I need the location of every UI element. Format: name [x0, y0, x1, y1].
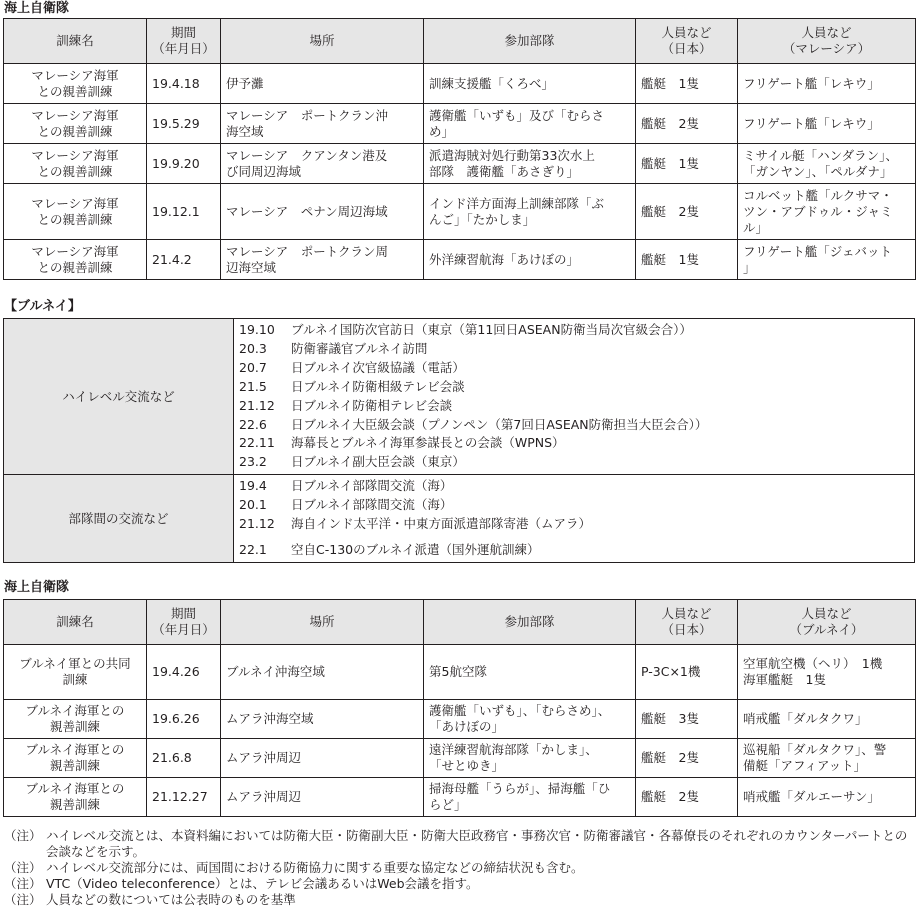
table-row [4, 778, 916, 817]
cell-training-name: ブルネイ海軍との 親善訓練 [4, 778, 147, 817]
list-item [239, 496, 909, 515]
section-title-brunei: 【ブルネイ】 [4, 299, 81, 314]
item-date: 19.10 [239, 322, 275, 337]
table-row [4, 64, 916, 104]
item-date: 20.1 [239, 497, 267, 513]
table-row [4, 739, 916, 778]
table-row [4, 104, 916, 144]
category-unit-exchange: 部隊間の交流など [4, 475, 234, 563]
cell-personnel-partner: 哨戒艦「ダルエーサン」 [738, 778, 916, 817]
cell-period: 21.6.8 [147, 739, 221, 778]
header-personnel-japan: 人員など （日本） [636, 600, 738, 645]
header-personnel-malaysia: 人員など （マレーシア） [738, 19, 916, 64]
brunei-exchange-table [3, 318, 915, 563]
cell-personnel-partner: 空軍航空機（ヘリ） 1機 海軍艦艇 1隻 [738, 645, 916, 700]
list-item [239, 321, 909, 340]
table-row [4, 240, 916, 280]
cell-units: 掃海母艦「うらが」、掃海艦「ひ らど」 [424, 778, 636, 817]
cell-training-name: ブルネイ海軍との 親善訓練 [4, 700, 147, 739]
list-item [239, 416, 909, 435]
cell-personnel-partner: フリゲート艦「レキウ」 [738, 64, 916, 104]
header-participating-units: 参加部隊 [424, 19, 636, 64]
cell-personnel-japan: 艦艇 2隻 [636, 739, 738, 778]
table-header-row [4, 19, 916, 64]
exchange-group-row [4, 475, 915, 563]
cell-personnel-partner: ミサイル艇「ハンダラン」、 「ガンヤン」、「ペルダナ」 [738, 144, 916, 184]
cell-period: 19.5.29 [147, 104, 221, 144]
list-item [239, 434, 909, 453]
cell-location: ムアラ沖海空域 [221, 700, 424, 739]
exchange-group-row [4, 319, 915, 475]
cell-personnel-japan: 艦艇 2隻 [636, 184, 738, 240]
list-item [239, 397, 909, 416]
cell-units: 護衛艦「いずも」、「むらさめ」、 「あけぼの」 [424, 700, 636, 739]
cell-training-name: マレーシア海軍 との親善訓練 [4, 240, 147, 280]
malaysia-training-table [3, 18, 916, 280]
cell-personnel-partner: 哨戒艦「ダルタクワ」 [738, 700, 916, 739]
item-date: 21.5 [239, 378, 267, 394]
footnote [4, 860, 912, 876]
item-date: 21.12 [239, 397, 275, 413]
header-participating-units: 参加部隊 [424, 600, 636, 645]
item-date: 22.1 [239, 541, 267, 557]
item-text: 空自C-130のブルネイ派遣（国外運航訓練） [291, 541, 540, 557]
header-location: 場所 [221, 600, 424, 645]
cell-period: 21.4.2 [147, 240, 221, 280]
cell-location: マレーシア ペナン周辺海域 [221, 184, 424, 240]
footnote [4, 876, 912, 892]
cell-personnel-partner: コルベット艦「ルクサマ・ ツン・アブドゥル・ジャミ ル」 [738, 184, 916, 240]
item-text: 日ブルネイ大臣級会談（プノンペン（第7回日ASEAN防衛担当大臣会合）） [291, 416, 708, 432]
cell-units: 訓練支援艦「くろべ」 [424, 64, 636, 104]
cell-personnel-japan: P-3C×1機 [636, 645, 738, 700]
cell-units: 第5航空隊 [424, 645, 636, 700]
cell-location: ムアラ沖周辺 [221, 739, 424, 778]
category-high-level: ハイレベル交流など [4, 319, 234, 475]
cell-period: 19.12.1 [147, 184, 221, 240]
section-title-msdf-malaysia: 海上自衛隊 [4, 1, 70, 16]
item-text: 日ブルネイ防衛相級テレビ会談 [291, 378, 465, 394]
cell-personnel-japan: 艦艇 2隻 [636, 104, 738, 144]
cell-period: 19.4.18 [147, 64, 221, 104]
item-text: 日ブルネイ部隊間交流（海） [291, 478, 453, 494]
cell-location: ムアラ沖周辺 [221, 778, 424, 817]
footnotes [4, 828, 912, 908]
cell-personnel-japan: 艦艇 1隻 [636, 240, 738, 280]
cell-training-name: マレーシア海軍 との親善訓練 [4, 144, 147, 184]
header-period: 期間 （年月日） [147, 600, 221, 645]
footnote [4, 828, 912, 860]
footnote-text: VTC（Video teleconference）とは、テレビ会議あるいはWeb会議を指す。 [46, 876, 479, 891]
cell-personnel-japan: 艦艇 1隻 [636, 144, 738, 184]
cell-training-name: ブルネイ海軍との 親善訓練 [4, 739, 147, 778]
footnote-text: ハイレベル交流部分には、両国間における防衛協力に関する重要な協定などの締結状況も含む。 [46, 860, 584, 875]
cell-units: 派遣海賊対処行動第33次水上 部隊 護衛艦「あさぎり」 [424, 144, 636, 184]
table-row [4, 184, 916, 240]
cell-units: インド洋方面海上訓練部隊「ぶ んご」「たかしま」 [424, 184, 636, 240]
cell-location: マレーシア ポートクラン沖 海空域 [221, 104, 424, 144]
item-text: 海幕長とブルネイ海軍参謀長との会談（WPNS） [291, 435, 565, 451]
footnote-tag: （注） [4, 892, 42, 907]
list-item [239, 378, 909, 397]
item-text: ブルネイ国防次官訪日（東京（第11回日ASEAN防衛当局次官級会合）） [291, 322, 692, 337]
header-personnel-japan: 人員など （日本） [636, 19, 738, 64]
cell-personnel-partner: フリゲート艦「レキウ」 [738, 104, 916, 144]
cell-units: 護衛艦「いずも」及び「むらさ め」 [424, 104, 636, 144]
cell-training-name: マレーシア海軍 との親善訓練 [4, 184, 147, 240]
footnote-text: ハイレベル交流とは、本資料編においては防衛大臣・防衛副大臣・防衛大臣政務官・事務次官・防衛審議官・各幕僚長のそれぞれのカウンターパートとの会談などを示す。 [46, 828, 908, 859]
footnote [4, 892, 912, 908]
item-text: 日ブルネイ部隊間交流（海） [291, 497, 453, 513]
item-text: 日ブルネイ副大臣会談（東京） [291, 454, 465, 470]
cell-location: ブルネイ沖海空域 [221, 645, 424, 700]
table-row [4, 144, 916, 184]
cell-training-name: ブルネイ軍との共同 訓練 [4, 645, 147, 700]
header-training-name: 訓練名 [4, 19, 147, 64]
item-text: 日ブルネイ防衛相テレビ会談 [291, 397, 453, 413]
table-row [4, 645, 916, 700]
cell-personnel-japan: 艦艇 2隻 [636, 778, 738, 817]
item-date: 21.12 [239, 516, 275, 532]
cell-personnel-partner: フリゲート艦「ジェバット 」 [738, 240, 916, 280]
list-item [239, 477, 909, 496]
cell-period: 21.12.27 [147, 778, 221, 817]
exchange-list [234, 475, 915, 563]
footnote-tag: （注） [4, 860, 42, 875]
list-item [239, 340, 909, 359]
cell-period: 19.9.20 [147, 144, 221, 184]
table-row [4, 700, 916, 739]
cell-training-name: マレーシア海軍 との親善訓練 [4, 104, 147, 144]
brunei-training-table [3, 599, 916, 817]
list-item [239, 541, 909, 560]
item-date: 22.6 [239, 416, 267, 432]
item-text: 防衛審議官ブルネイ訪問 [291, 340, 428, 356]
cell-personnel-japan: 艦艇 3隻 [636, 700, 738, 739]
item-date: 23.2 [239, 454, 267, 470]
cell-location: 伊予灘 [221, 64, 424, 104]
cell-location: マレーシア クアンタン港及 び同周辺海域 [221, 144, 424, 184]
list-item [239, 453, 909, 472]
cell-units: 外洋練習航海「あけぼの」 [424, 240, 636, 280]
item-date: 19.4 [239, 478, 267, 494]
header-personnel-brunei: 人員など （ブルネイ） [738, 600, 916, 645]
item-text: 海自インド太平洋・中東方面派遣部隊寄港（ムアラ） [291, 516, 592, 532]
cell-personnel-partner: 巡視船「ダルタクワ」、警 備艇「アフィアット」 [738, 739, 916, 778]
cell-period: 19.4.26 [147, 645, 221, 700]
header-location: 場所 [221, 19, 424, 64]
section-title-msdf-brunei: 海上自衛隊 [4, 580, 70, 595]
table-header-row [4, 600, 916, 645]
cell-location: マレーシア ポートクラン周 辺海空域 [221, 240, 424, 280]
item-date: 22.11 [239, 435, 275, 451]
cell-period: 19.6.26 [147, 700, 221, 739]
item-text: 日ブルネイ次官級協議（電話） [291, 359, 465, 375]
list-item [239, 359, 909, 378]
item-date: 20.3 [239, 340, 267, 356]
footnote-tag: （注） [4, 828, 42, 843]
header-training-name: 訓練名 [4, 600, 147, 645]
cell-units: 遠洋練習航海部隊「かしま」、 「せとゆき」 [424, 739, 636, 778]
footnote-text: 人員などの数については公表時のものを基準 [46, 892, 296, 907]
list-item [239, 515, 909, 534]
cell-training-name: マレーシア海軍 との親善訓練 [4, 64, 147, 104]
item-date: 20.7 [239, 359, 267, 375]
exchange-list [234, 319, 915, 475]
header-period: 期間 （年月日） [147, 19, 221, 64]
footnote-tag: （注） [4, 876, 42, 891]
cell-personnel-japan: 艦艇 1隻 [636, 64, 738, 104]
